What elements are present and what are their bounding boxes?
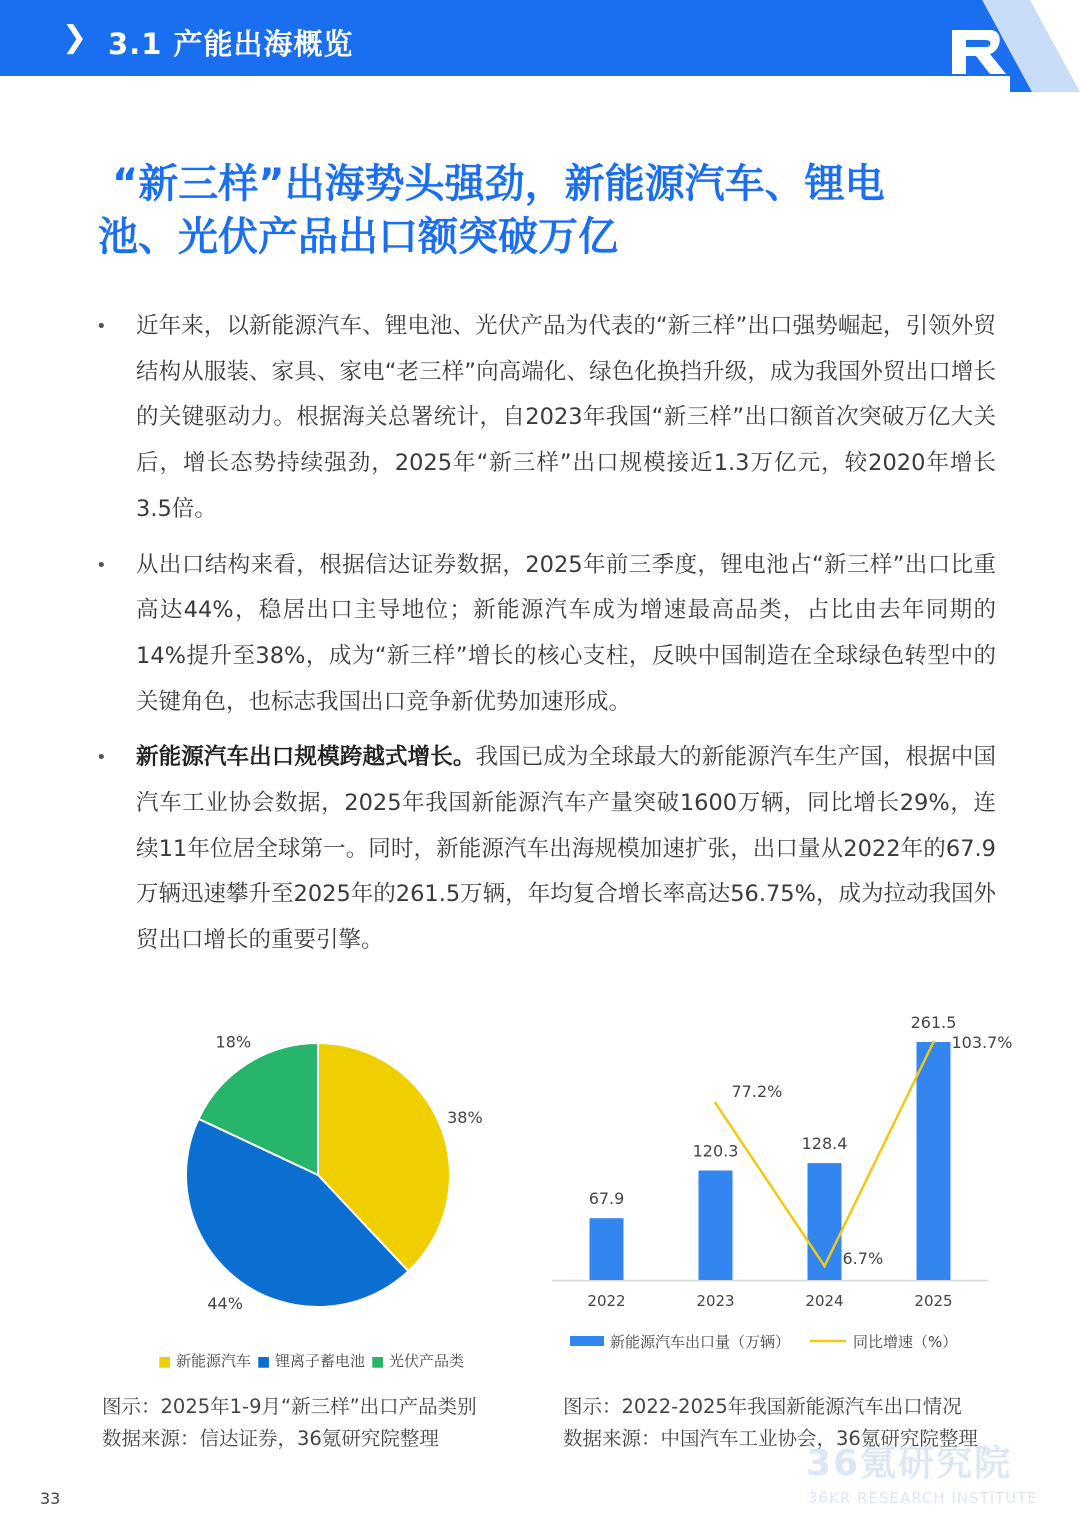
legend-label: 新能源汽车 <box>171 1352 252 1370</box>
x-tick-label: 2023 <box>696 1292 735 1310</box>
bullet-dot: • <box>96 554 107 576</box>
x-tick-label: 2022 <box>587 1292 626 1310</box>
pie-slice-label: 18% <box>215 1032 252 1052</box>
pie-legend-item <box>257 1352 365 1370</box>
watermark-en: 36KR RESEARCH INSTITUTE <box>808 1489 1039 1507</box>
page-headline <box>98 158 998 264</box>
export-volume-bar <box>699 1171 733 1280</box>
bar-value-label: 128.4 <box>801 1134 848 1154</box>
bar-value-label: 120.3 <box>692 1141 739 1161</box>
bullet-text: 近年来，以新能源汽车、锂电池、光伏产品为代表的“新三样”出口强势崛起，引领外贸结构从服装、家具、家电“老三样”向高端化、绿色化换挡升级，成为我国外贸出口增长的关键驱动力。根据海关总署统计，自2023年我国“新三样”出口额首次突破万亿大关后，增长态势持续强劲，2025年“新三样”出口规模接近1.3万亿元，较2020年增长3.5倍。 <box>136 313 996 522</box>
headline-line-1: “新三样”出海势头强劲，新能源汽车、锂电 <box>112 161 885 207</box>
legend-swatch-icon: ■ <box>371 1354 385 1370</box>
pie-chart <box>150 1030 510 1370</box>
bullet-item <box>96 304 996 533</box>
growth-rate-point <box>714 1102 717 1105</box>
x-tick-label: 2025 <box>914 1292 953 1310</box>
bar-value-label: 67.9 <box>588 1189 625 1209</box>
chevron-right-icon: ❯ <box>62 20 88 55</box>
bullet-list <box>96 304 996 974</box>
export-volume-bar <box>917 1042 951 1280</box>
pie-legend-item <box>158 1352 251 1370</box>
export-volume-bar <box>590 1218 624 1280</box>
headline-line-2: 池、光伏产品出口额突破万亿 <box>98 214 618 260</box>
pie-legend <box>158 1350 470 1371</box>
pie-legend-item <box>371 1352 464 1370</box>
growth-rate-label: 77.2% <box>731 1082 783 1102</box>
watermark-cn: 36氪研究院 <box>806 1443 1013 1484</box>
bullet-item <box>96 543 996 726</box>
growth-rate-point <box>932 1041 935 1044</box>
pie-slice-label: 44% <box>207 1293 243 1313</box>
x-tick-label: 2024 <box>805 1292 844 1310</box>
bullet-text: 从出口结构来看，根据信达证券数据，2025年前三季度，锂电池占“新三样”出口比重高达44%，稳居出口主导地位；新能源汽车成为增速最高品类，占比由去年同期的14%提升至38%，成为“新三样”增长的核心支柱，反映中国制造在全球绿色转型中的关键角色，也标志我国出口竞争新优势加速形成。 <box>136 551 996 715</box>
bullet-dot: • <box>96 316 107 337</box>
growth-rate-label: 6.7% <box>842 1249 884 1268</box>
export-volume-bar <box>808 1163 842 1280</box>
bullet-item <box>96 735 996 964</box>
bullet-lead-bold: 新能源汽车出口规模跨越式增长。 <box>136 744 476 771</box>
36kr-watermark-icon <box>806 1435 1056 1515</box>
bar-value-label: 261.5 <box>910 1013 957 1032</box>
section-title: 3.1 产能出海概览 <box>108 27 354 61</box>
36kr-r-logo-icon <box>950 0 1080 92</box>
legend-label: 光伏产品类 <box>384 1352 465 1370</box>
left-caption-source: 数据来源：信达证券，36氪研究院整理 <box>102 1427 439 1450</box>
page-number: 33 <box>40 1489 61 1508</box>
bullet-text: 我国已成为全球最大的新能源汽车生产国，根据中国汽车工业协会数据，2025年我国新能源汽车产量突破1600万辆，同比增长29%，连续11年位居全球第一。同时，新能源汽车出海规模加速扩张，出口量从2022年的67.9万辆迅速攀升至2025年的261.5万辆，年均复合增长率高达56.75%，成为拉动我国外贸出口增长的重要引擎。 <box>136 744 996 954</box>
right-caption-title: 图示：2022-2025年我国新能源汽车出口情况 <box>563 1395 962 1418</box>
bullet-dot: • <box>96 747 107 769</box>
growth-rate-label: 103.7% <box>951 1033 1013 1052</box>
right-caption-source: 数据来源：中国汽车工业协会，36氪研究院整理 <box>563 1427 978 1450</box>
bar-line-chart <box>548 1005 1028 1370</box>
left-figure-caption <box>102 1391 477 1455</box>
pie-slice-label: 38% <box>447 1107 483 1127</box>
legend-bar-swatch-icon <box>570 1336 604 1346</box>
legend-label: 同比增速（%） <box>853 1333 958 1351</box>
growth-rate-point <box>823 1265 826 1268</box>
legend-swatch-icon: ■ <box>158 1354 172 1370</box>
legend-label: 新能源汽车出口量（万辆） <box>610 1333 791 1351</box>
legend-label: 锂离子蓄电池 <box>270 1352 366 1370</box>
legend-swatch-icon: ■ <box>257 1354 271 1370</box>
left-caption-title: 图示：2025年1-9月“新三样”出口产品类别 <box>102 1395 477 1418</box>
